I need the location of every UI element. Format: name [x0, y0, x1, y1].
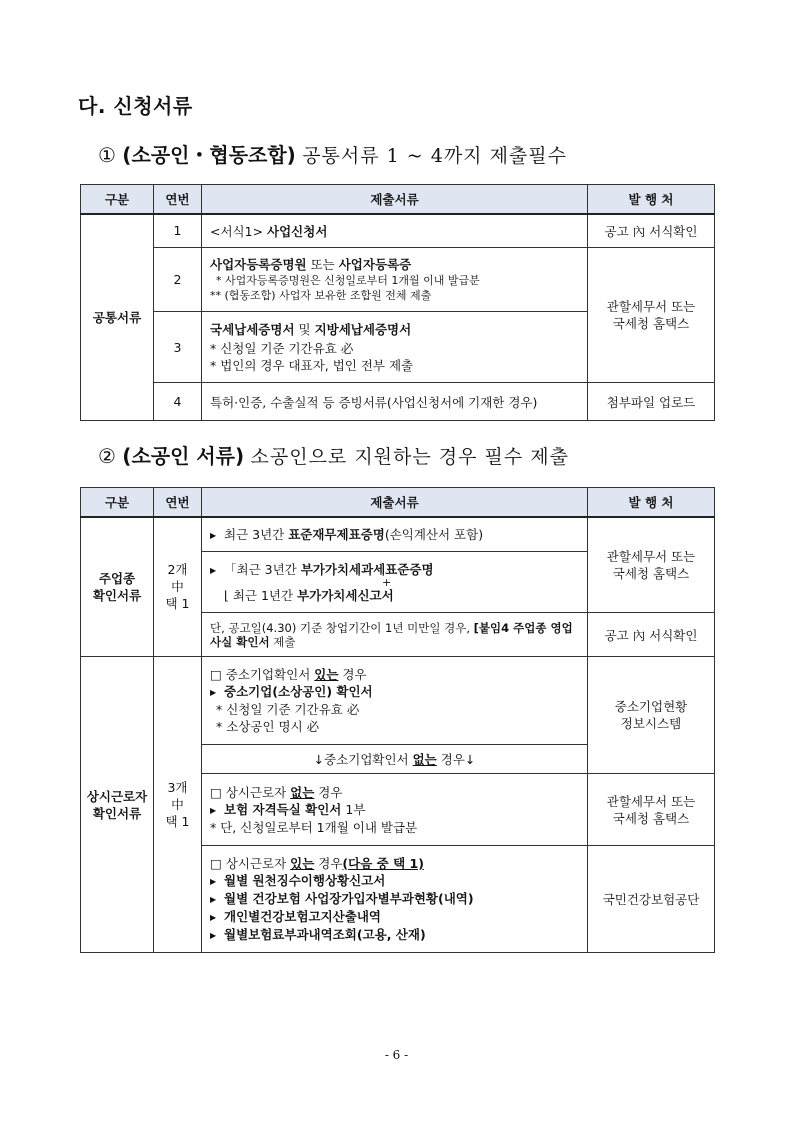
header-number: 연번	[154, 488, 202, 517]
header-category: 구분	[81, 488, 154, 517]
triangle-bullet-icon: ▶	[210, 876, 217, 886]
issuer-cell: 첨부파일 업로드	[588, 383, 715, 421]
table-row	[81, 214, 715, 248]
header-documents: 제출서류	[202, 185, 588, 214]
row-number: 4	[154, 383, 202, 421]
triangle-bullet-icon: ▶	[210, 894, 217, 904]
document-cell: □ 중소기업확인서 있는 경우 ▶ 중소기업(소상공인) 확인서 * 신청일 기준 기간유효 必 * 소상공인 명시 必	[202, 657, 588, 745]
section2-bold: (소공인 서류)	[122, 444, 245, 468]
section1-number: ①	[98, 143, 116, 167]
document-cell: ▶ 최근 3년간 표준재무제표증명(손익계산서 포함)	[202, 517, 588, 552]
issuer-cell: 관할세무서 또는 국세청 홈택스	[588, 517, 715, 613]
triangle-bullet-icon: ▶	[210, 565, 217, 575]
header-issuer: 발 행 처	[588, 185, 715, 214]
triangle-bullet-icon: ▶	[210, 688, 217, 697]
section2-rest: 소공인으로 지원하는 경우 필수 제출	[250, 446, 569, 468]
row-number: 3	[154, 312, 202, 383]
document-cell: ▶ 「최근 3년간 부가가치세과세표준증명 + ⌊ 최근 1년간 부가가치세신고서	[202, 552, 588, 613]
common-documents-table	[80, 184, 715, 421]
issuer-cell: 공고 內 서식확인	[588, 214, 715, 248]
document-cell: 국세납세증명서 및 지방세납세증명서 * 신청일 기준 기간유효 必 * 법인의 경우 대표자, 법인 전부 제출	[202, 312, 588, 383]
triangle-bullet-icon: ▶	[210, 930, 217, 940]
section2-heading	[98, 440, 569, 469]
row-number: 2	[154, 248, 202, 312]
header-number: 연번	[154, 185, 202, 214]
table-row	[81, 248, 715, 312]
triangle-bullet-icon: ▶	[210, 805, 217, 815]
document-cell: <서식1> 사업신청서	[202, 214, 588, 248]
small-business-documents-table	[80, 487, 715, 953]
header-documents: 제출서류	[202, 488, 588, 517]
page-number: - 6 -	[384, 1048, 409, 1062]
table-row	[81, 657, 715, 745]
section1-heading	[98, 139, 567, 168]
document-cell: 사업자등록증명원 또는 사업자등록증 * 사업자등록증명원은 신청일로부터 1개월 이내 발급분 ** (협동조합) 사업자 보유한 조합원 전체 제출	[202, 248, 588, 312]
category-employees: 상시근로자 확인서류	[81, 657, 154, 953]
category-main-business: 주업종 확인서류	[81, 517, 154, 657]
document-cell: 특허·인증, 수출실적 등 증빙서류(사업신청서에 기재한 경우)	[202, 383, 588, 421]
section1-bold: (소공인・협동조합)	[122, 143, 296, 167]
document-cell: 단, 공고일(4.30) 기준 창업기간이 1년 미만일 경우, [붙임4 주업종 영업 사실 확인서 제출	[202, 613, 588, 657]
document-cell: □ 상시근로자 있는 경우(다음 중 택 1) ▶ 월별 원천징수이행상황신고서 ▶ 월별 건강보험 사업장가입자별부과현황(내역) ▶ 개인별건강보험고지산출내역 ▶ 월별보험료부과내역조회(고용, 산재)	[202, 846, 588, 953]
choose-count-cell: 2개 中 택 1	[154, 517, 202, 657]
table-row	[81, 517, 715, 552]
section1-rest: 공통서류 1 ~ 4까지 제출필수	[302, 145, 567, 167]
header-category: 구분	[81, 185, 154, 214]
table-row	[81, 383, 715, 421]
issuer-cell: 관할세무서 또는 국세청 홈택스	[588, 774, 715, 846]
category-common: 공통서류	[81, 214, 154, 421]
triangle-bullet-icon: ▶	[210, 531, 217, 541]
issuer-cell: 국민건강보험공단	[588, 846, 715, 953]
section2-number: ②	[98, 444, 116, 468]
divider-cell: ↓중소기업확인서 없는 경우↓	[202, 745, 588, 774]
header-issuer: 발 행 처	[588, 488, 715, 517]
triangle-bullet-icon: ▶	[210, 912, 217, 922]
issuer-cell: 관할세무서 또는 국세청 홈택스	[588, 248, 715, 383]
choose-count-cell: 3개 中 택 1	[154, 657, 202, 953]
row-number: 1	[154, 214, 202, 248]
document-cell: □ 상시근로자 없는 경우 ▶ 보험 자격득실 확인서 1부 * 단, 신청일로부터 1개월 이내 발급분	[202, 774, 588, 846]
page-heading: 다. 신청서류	[78, 94, 193, 118]
issuer-cell: 중소기업현황 정보시스템	[588, 657, 715, 774]
issuer-cell: 공고 內 서식확인	[588, 613, 715, 657]
